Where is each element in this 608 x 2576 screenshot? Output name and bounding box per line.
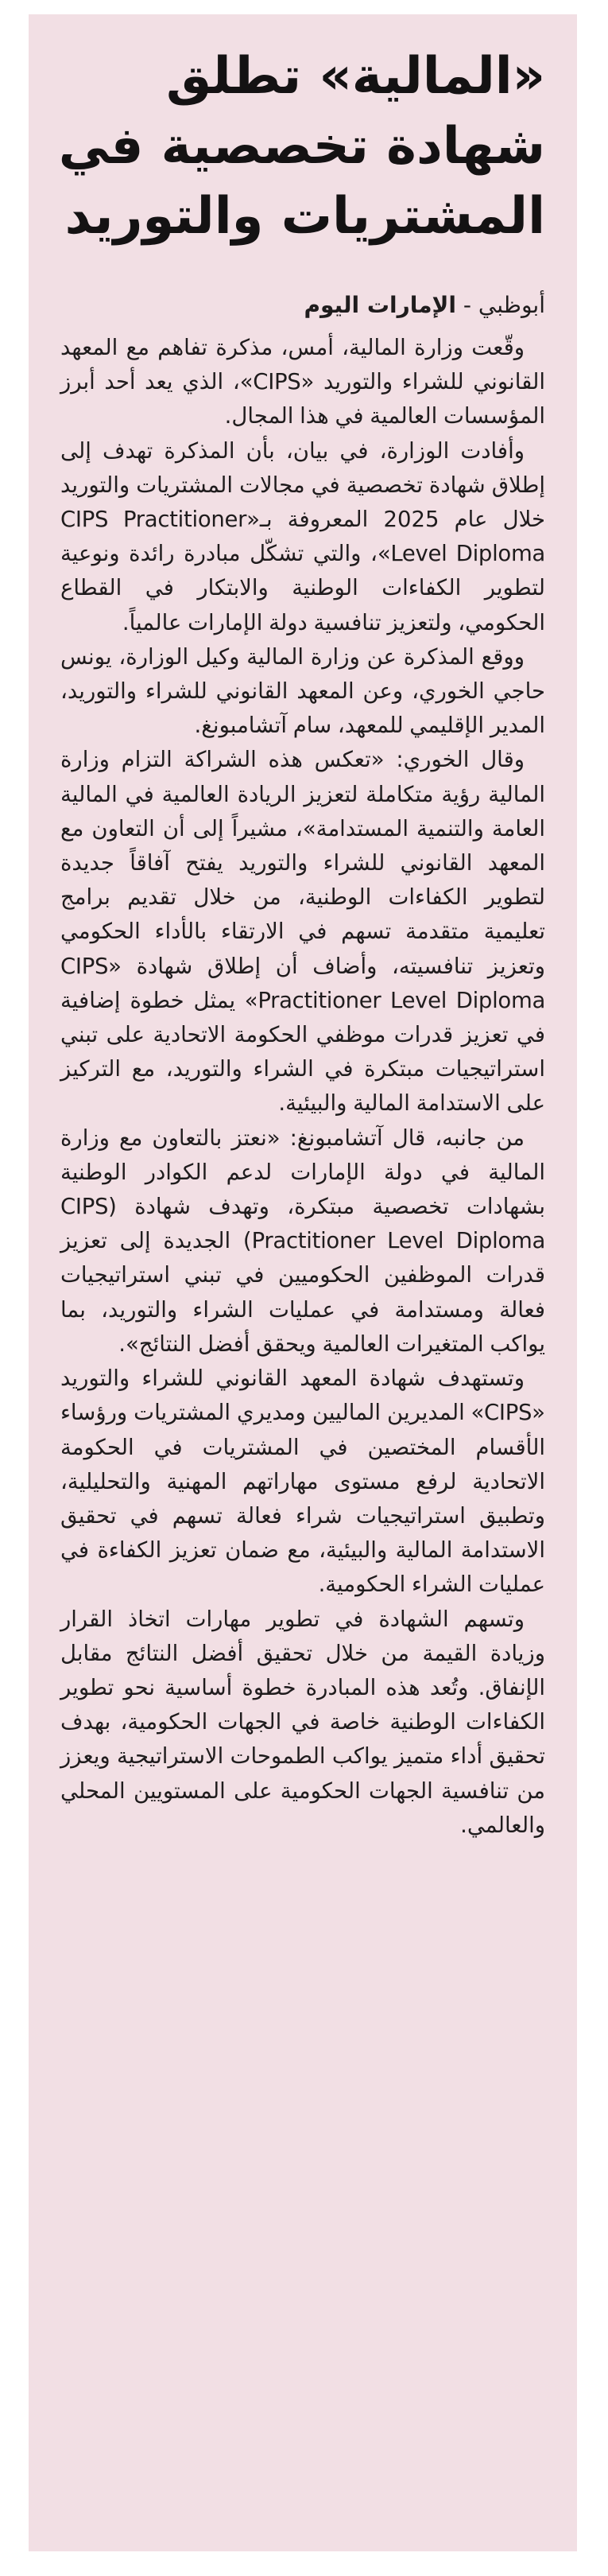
headline-line-3: المشتريات والتوريد (64, 187, 545, 246)
byline-source: الإمارات اليوم (304, 292, 456, 318)
byline (60, 289, 545, 321)
headline-line-1: «المالية» تطلق (165, 47, 545, 106)
byline-city: أبوظبي - (455, 292, 545, 318)
paragraph-4: وقال الخوري: «تعكس هذه الشراكة التزام وزارة المالية رؤية متكاملة لتعزيز الريادة العالمية في المالية العامة والتنمية المستدامة»، مشيراً إلى أن التعاون مع المعهد القانوني للشراء والتوريد يفتح آفاقاً جديدة لتطوير الكفاءات الوطنية، من خلال تقديم برامج تعليمية متقدمة تسهم في الارتقاء بالأداء الحكومي وتعزيز تنافسيته، وأضاف أن إطلاق شهادة «CIPS Practitioner Level Diploma» يمثل خطوة إضافية في تعزيز قدرات موظفي الحكومة الاتحادية على تبني استراتيجيات مبتكرة في الشراء والتوريد، مع التركيز على الاستدامة المالية والبيئية. (60, 747, 545, 1117)
paragraph-2: وأفادت الوزارة، في بيان، بأن المذكرة تهدف إلى إطلاق شهادة تخصصية في مجالات المشتريات والتوريد خلال عام 2025 المعروفة بـ«CIPS Practitioner Level Diploma»، والتي تشكّل مبادرة رائدة ونوعية لتطوير الكفاءات الوطنية والابتكار في القطاع الحكومي، ولتعزيز تنافسية دولة الإمارات عالمياً. (60, 437, 545, 635)
newspaper-clipping (29, 14, 577, 2551)
article-headline (60, 41, 545, 251)
paragraph-6: وتستهدف شهادة المعهد القانوني للشراء والتوريد «CIPS» المديرين الماليين ومديري المشتريات ورؤساء الأقسام المختصين في المشتريات في الحكومة الاتحادية لرفع مستوى مهاراتهم المهنية والتحليلية، وتطبيق استراتيجيات شراء فعالة تسهم في تحقيق الاستدامة المالية والبيئية، مع ضمان تعزيز الكفاءة في عمليات الشراء الحكومية. (60, 1366, 545, 1598)
paragraph-1: وقّعت وزارة المالية، أمس، مذكرة تفاهم مع المعهد القانوني للشراء والتوريد «CIPS»، الذي يعد أحد أبرز المؤسسات العالمية في هذا المجال. (60, 335, 545, 429)
paragraph-7: وتسهم الشهادة في تطوير مهارات اتخاذ القرار وزيادة القيمة من خلال تحقيق أفضل النتائج مقابل الإنفاق. وتُعد هذه المبادرة خطوة أساسية نحو تطوير الكفاءات الوطنية خاصة في الجهات الحكومية، بهدف تحقيق أداء متميز يواكب الطموحات الاستراتيجية ويعزز من تنافسية الجهات الحكومية على المستويين المحلي والعالمي. (60, 1606, 545, 1838)
headline-line-2: شهادة تخصصية في (58, 117, 545, 176)
paragraph-5: من جانبه، قال آتشامبونغ: «نعتز بالتعاون مع وزارة المالية في دولة الإمارات لدعم الكوادر الوطنية بشهادات تخصصية مبتكرة، وتهدف شهادة (CIPS Practitioner Level Diploma) الجديدة إلى تعزيز قدرات الموظفين الحكوميين في تبني استراتيجيات فعالة ومستدامة في عمليات الشراء والتوريد، بما يواكب المتغيرات العالمية ويحقق أفضل النتائج». (60, 1125, 545, 1357)
paragraph-3: ووقع المذكرة عن وزارة المالية وكيل الوزارة، يونس حاجي الخوري، وعن المعهد القانوني للشراء والتوريد، المدير الإقليمي للمعهد، سام آتشامبونغ. (60, 643, 545, 739)
article-body (60, 331, 545, 1843)
